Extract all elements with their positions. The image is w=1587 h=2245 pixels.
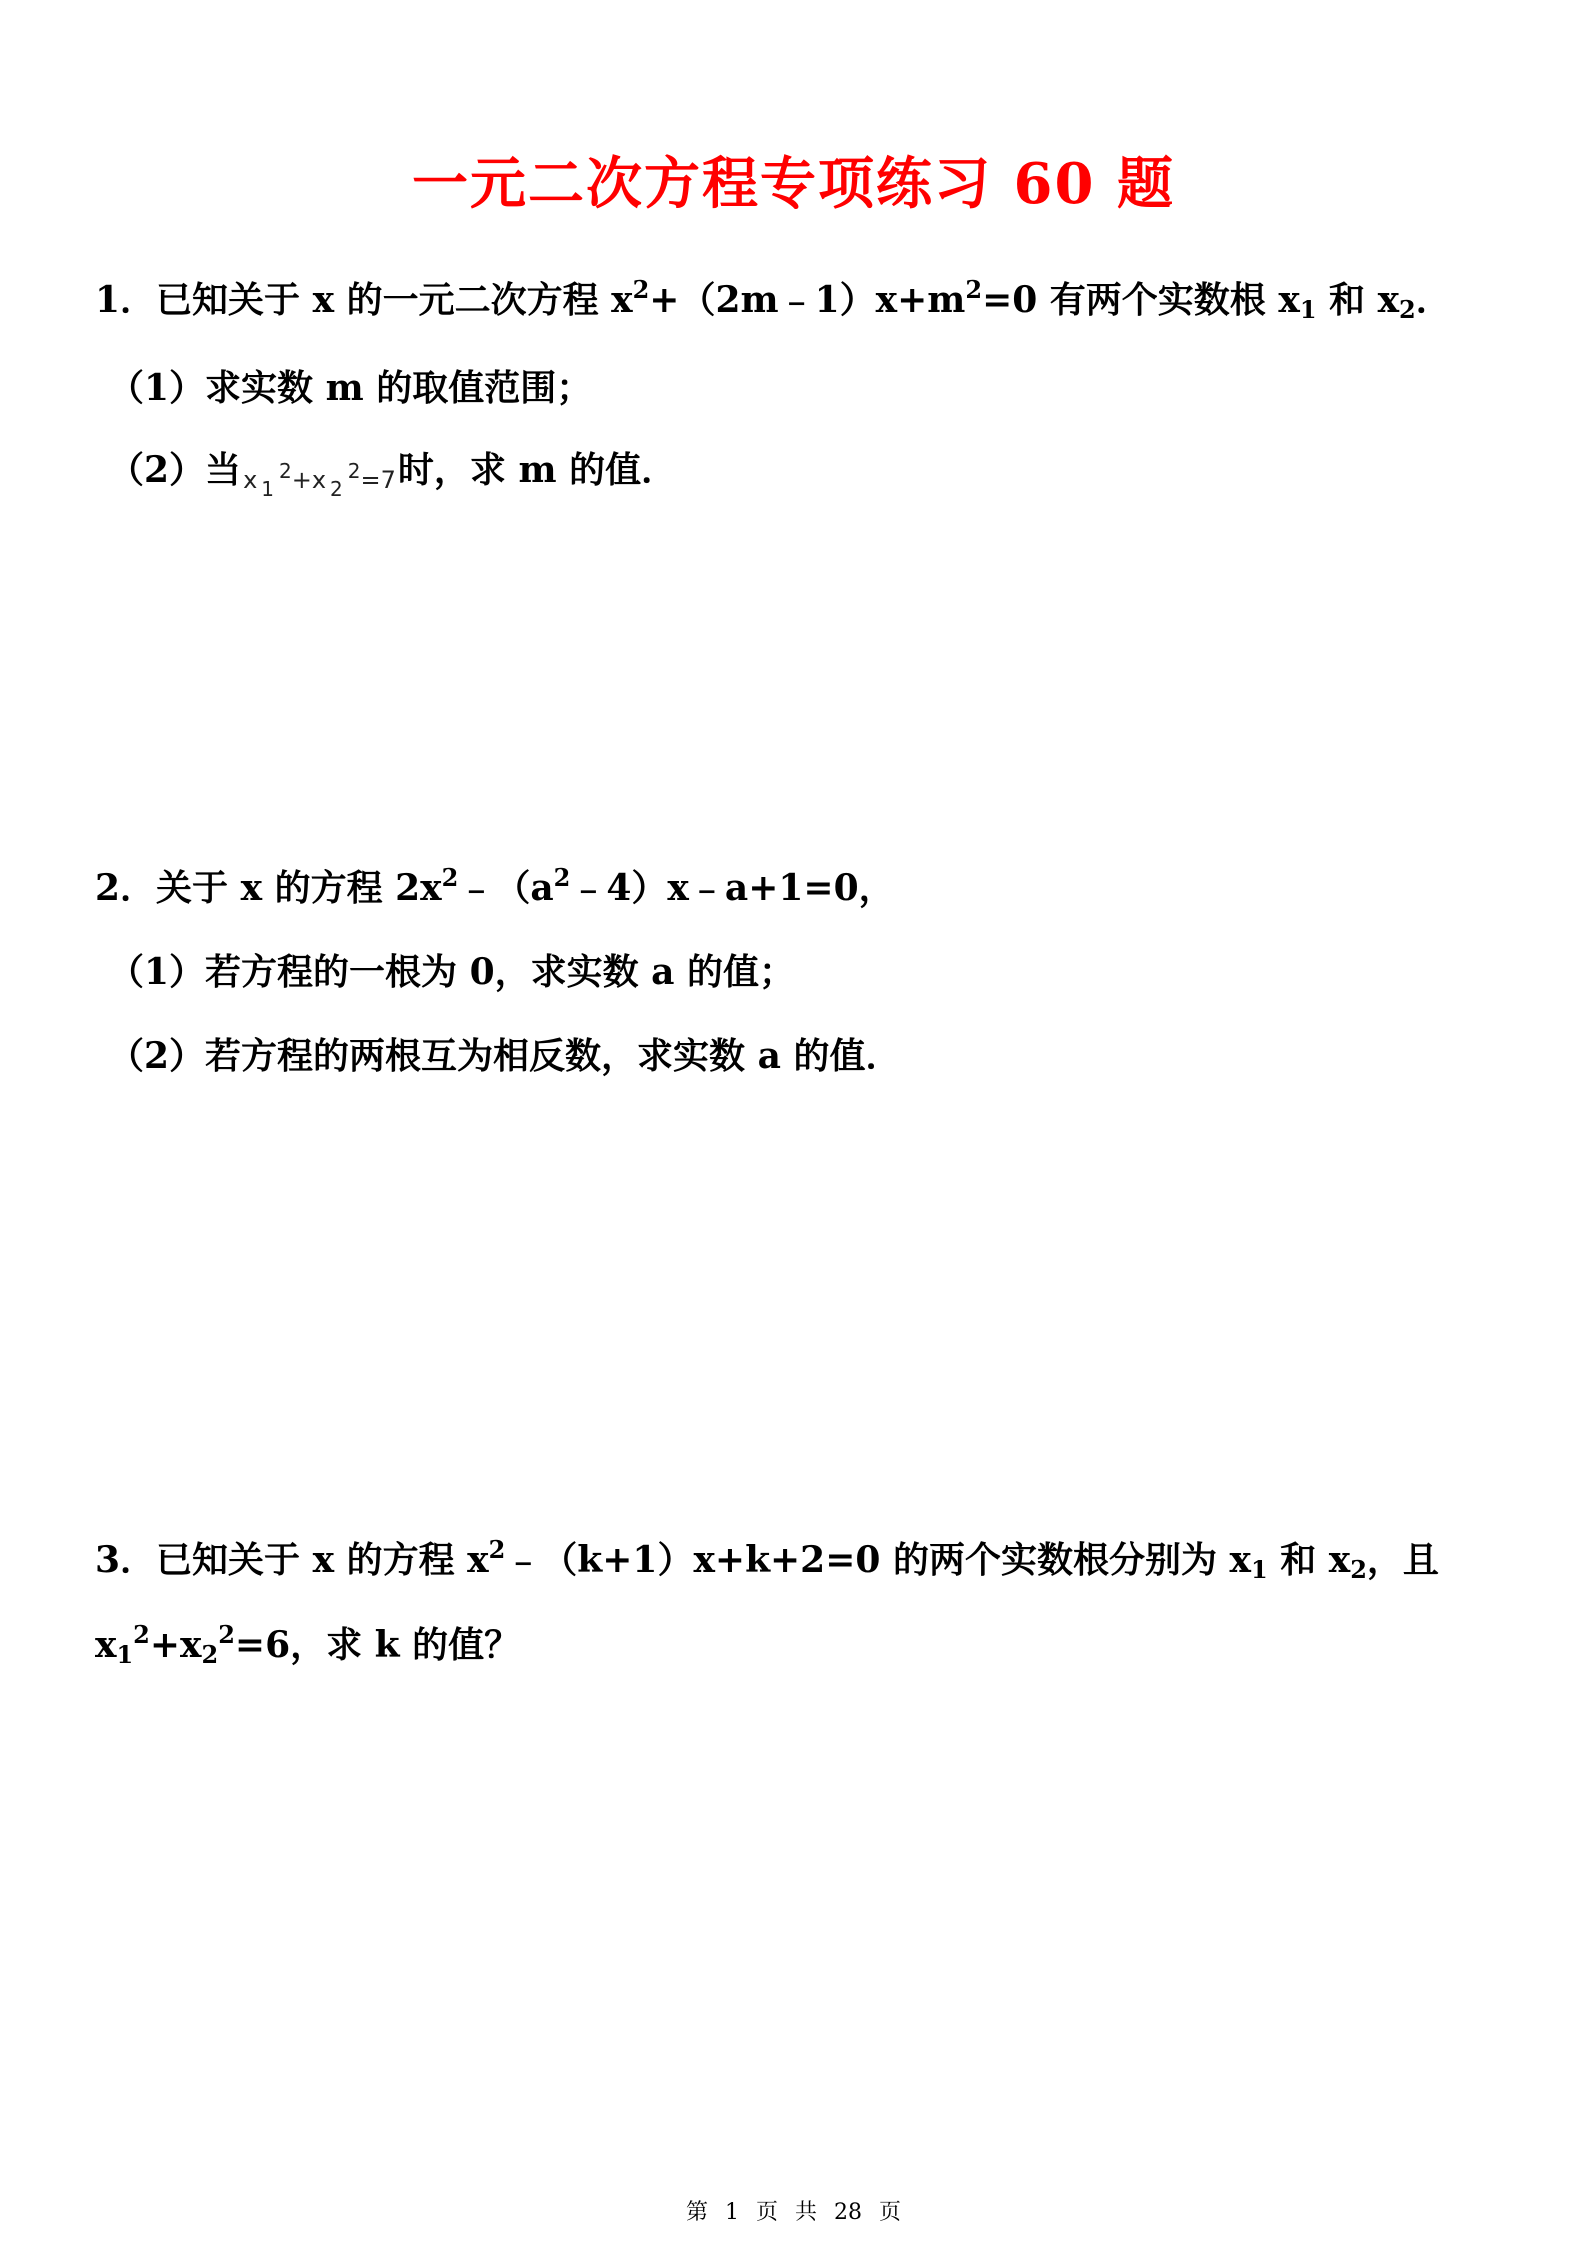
question-1-part-2: （2）当x $_1^2$+x $_2^2$=7时，求 m 的值． <box>108 449 678 501</box>
page-title: 一元二次方程专项练习 60 题 <box>412 151 1175 217</box>
question-3-stem-line-2: $x_1^2+x_2^2=6$，求 k 的值？ <box>95 1620 521 1669</box>
question-2-stem: 2．关于 x 的方程 $2x^2﹣(a^2﹣4)x﹣a+1=0$， <box>95 863 895 909</box>
question-1-part-1: （1）求实数 m 的取值范围； <box>108 367 593 409</box>
formula-image: x $_1^2$+x $_2^2$=7 <box>243 459 396 501</box>
page-footer: 第 1 页 共 28 页 <box>686 2200 901 2225</box>
question-2-part-2: （2）若方程的两根互为相反数，求实数 a 的值． <box>108 1035 902 1077</box>
question-2-part-1: （1）若方程的一根为 0，求实数 a 的值； <box>108 951 796 993</box>
question-3-stem: 3．已知关于 x 的方程 $x^2﹣(k+1)x+k+2=0$ 的两个实数根分别为 $x_1$ 和 $x_2$，且 <box>95 1535 1439 1584</box>
question-1-stem: 1．已知关于 x 的一元二次方程 $x^2+(2m﹣1)x+m^2=0$ 有两个实数根 $x_1$ 和 $x_2$． <box>95 275 1452 324</box>
